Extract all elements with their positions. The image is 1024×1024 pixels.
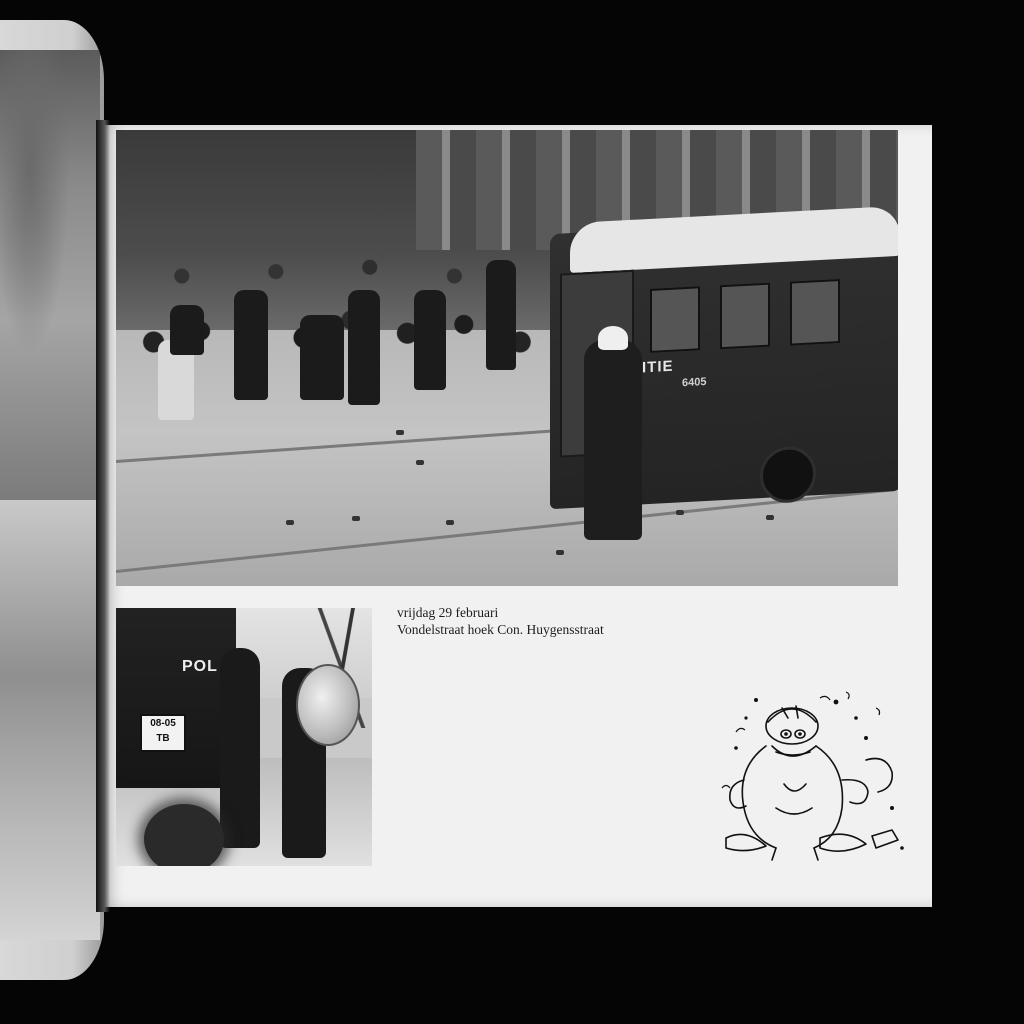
protester-figure (348, 290, 380, 405)
plate-line: TB (156, 733, 170, 744)
gutter-shadow (96, 120, 110, 912)
left-page-photo-bottom (0, 500, 100, 940)
main-photograph (116, 130, 898, 586)
thrown-stone (396, 430, 404, 435)
protester-figure (170, 305, 204, 355)
thrown-stone (446, 520, 454, 525)
van-window (720, 283, 770, 350)
van-number: 6405 (682, 375, 707, 390)
protester-figure (234, 290, 268, 400)
thrown-stone (286, 520, 294, 525)
thrown-stone (352, 516, 360, 521)
small-photograph (116, 608, 372, 866)
truck-label: POL (182, 658, 218, 675)
protester-figure (486, 260, 516, 370)
left-page-photo-top (0, 50, 100, 500)
police-truck (116, 608, 236, 788)
caption-date: vrijdag 29 februari (397, 605, 499, 620)
riot-police-officer (584, 340, 642, 540)
thrown-stone (556, 550, 564, 555)
riot-police-officer (220, 648, 260, 848)
caption-location: Vondelstraat hoek Con. Huygensstraat (397, 622, 604, 637)
van-window (650, 286, 700, 353)
thrown-stone (416, 460, 424, 465)
officer-helmet (598, 326, 628, 350)
protester-figure (300, 315, 344, 400)
license-plate (140, 714, 186, 752)
plate-line: 08-05 (150, 718, 176, 729)
left-page (0, 20, 104, 980)
photo-caption (397, 604, 697, 638)
van-lettering: ITIE (642, 357, 674, 377)
van-window (790, 279, 840, 346)
cartoon-illustration (716, 688, 916, 868)
thrown-stone (676, 510, 684, 515)
riot-shield (296, 664, 360, 746)
van-wheel (760, 445, 816, 504)
protester-figure (414, 290, 446, 390)
blurred-foreground-head (144, 804, 224, 866)
thrown-stone (766, 515, 774, 520)
